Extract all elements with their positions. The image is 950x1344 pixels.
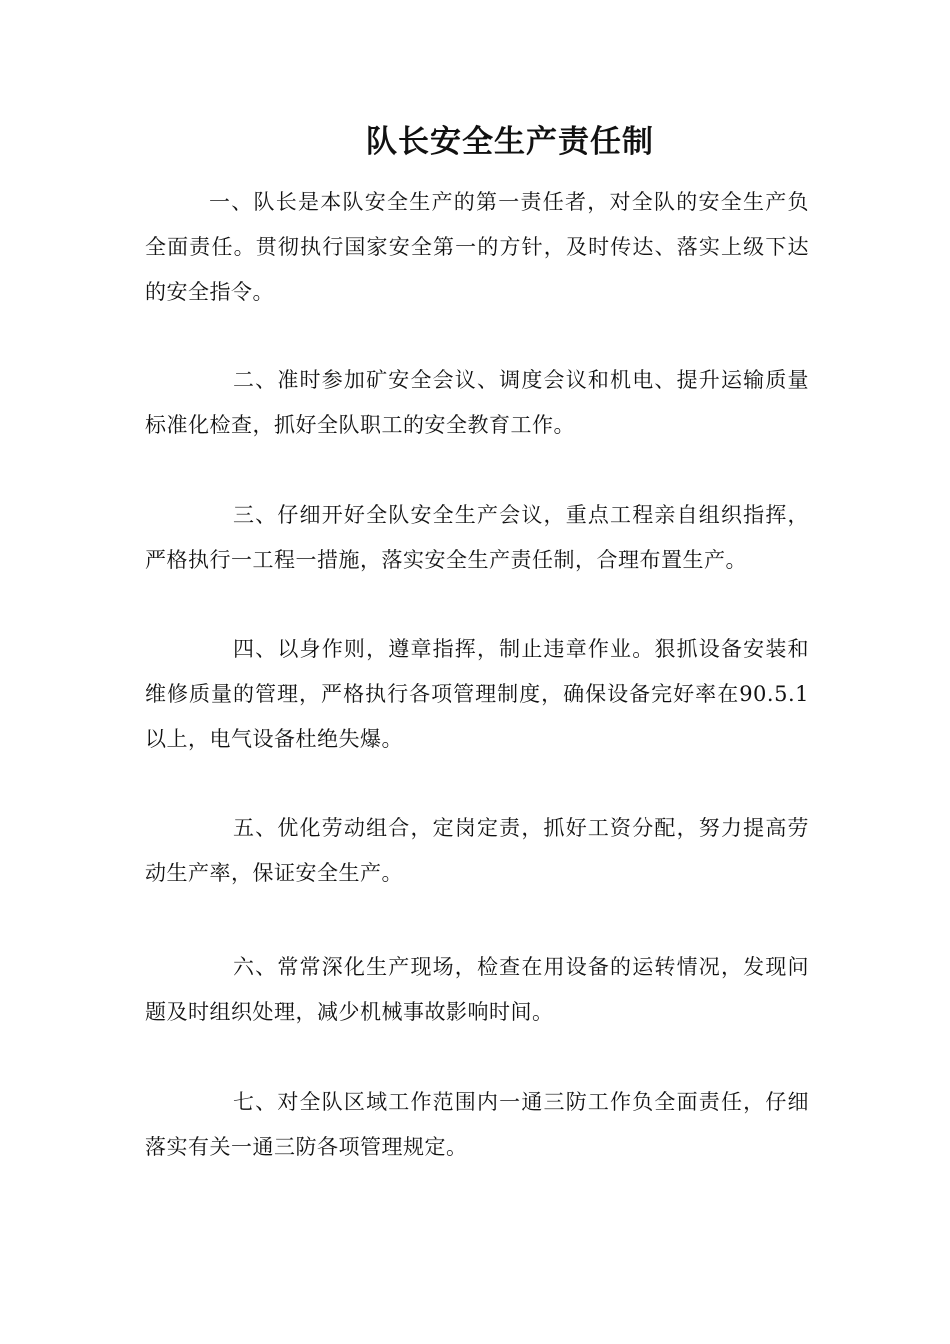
paragraph-6: 六、常常深化生产现场，检查在用设备的运转情况，发现问题及时组织处理，减少机械事故影响时间。 — [145, 955, 809, 1024]
paragraph-4: 四、以身作则，遵章指挥，制止违章作业。狠抓设备安装和维修质量的管理，严格执行各项管理制度，确保设备完好率在90.5.1以上，电气设备杜绝失爆。 — [145, 637, 809, 751]
document-title: 队长安全生产责任制 — [366, 124, 654, 160]
paragraph-7: 七、对全队区域工作范围内一通三防工作负全面责任，仔细落实有关一通三防各项管理规定。 — [145, 1090, 809, 1159]
paragraph-5: 五、优化劳动组合，定岗定责，抓好工资分配，努力提高劳动生产率，保证安全生产。 — [145, 816, 809, 885]
paragraph-3: 三、仔细开好全队安全生产会议，重点工程亲自组织指挥，严格执行一工程一措施，落实安全生产责任制，合理布置生产。 — [145, 503, 809, 572]
paragraph-2: 二、准时参加矿安全会议、调度会议和机电、提升运输质量标准化检查，抓好全队职工的安全教育工作。 — [145, 368, 809, 437]
paragraph-1: 一、队长是本队安全生产的第一责任者，对全队的安全生产负全面责任。贯彻执行国家安全第一的方针，及时传达、落实上级下达的安全指令。 — [145, 190, 809, 304]
